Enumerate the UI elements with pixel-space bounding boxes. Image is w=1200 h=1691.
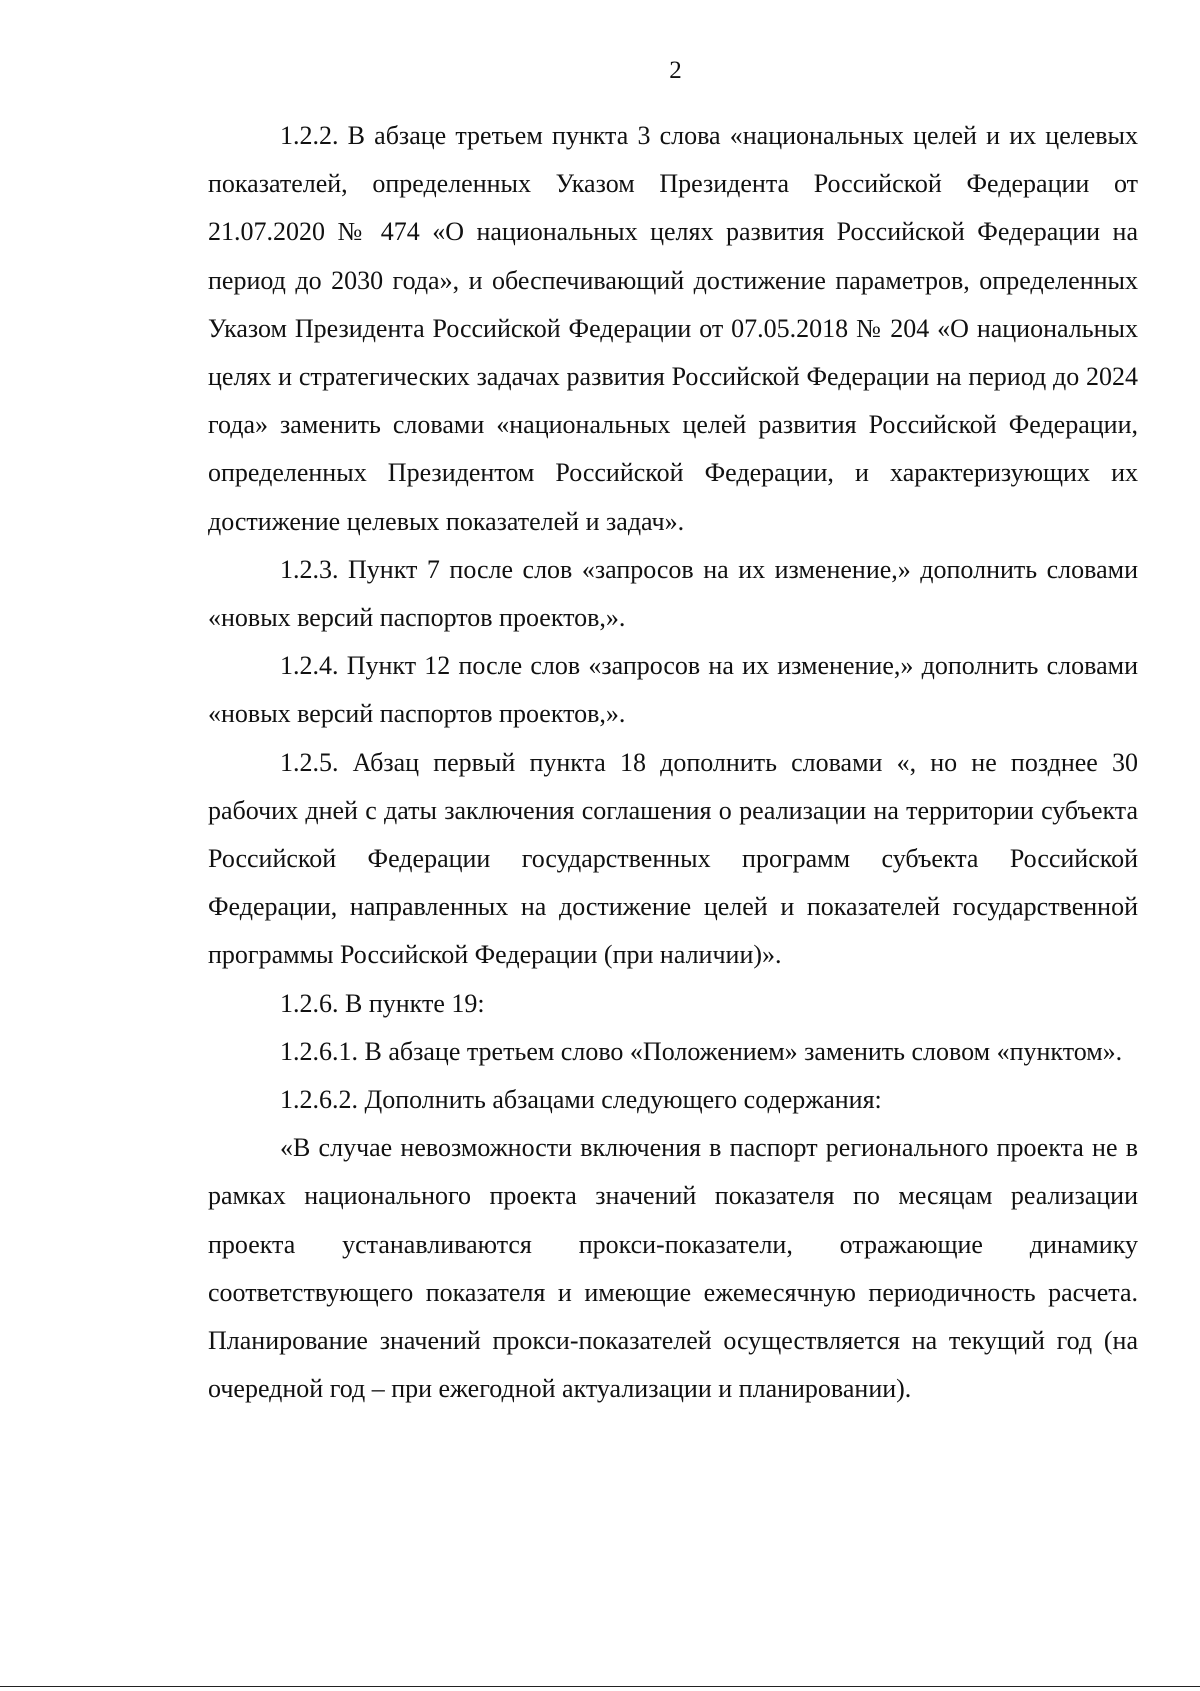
paragraph-1-2-3: 1.2.3. Пункт 7 после слов «запросов на их изменение,» дополнить словами «новых версий паспортов проектов,». xyxy=(208,554,1138,633)
paragraph-1-2-5: 1.2.5. Абзац первый пункта 18 дополнить словами «, но не позднее 30 рабочих дней с даты заключения соглашения о реализации на территории субъекта Российской Федерации государственных программ субъекта Российской Федерации, направленных на достижение целей и показателей государственной программы Российской Федерации (при наличии)». xyxy=(208,747,1138,970)
paragraph-quoted-addition: «В случае невозможности включения в паспорт регионального проекта не в рамках национального проекта значений показателя по месяцам реализации проекта устанавливаются прокси-показатели, отражающие динамику соответствующего показателя и имеющие ежемесячную периодичность расчета. Планирование значений прокси-показателей осуществляется на текущий год (на очередной год – при ежегодной актуализации и планировании). xyxy=(208,1133,1138,1404)
page-number: 2 xyxy=(669,57,682,84)
paragraph-1-2-2: 1.2.2. В абзаце третьем пункта 3 слова «национальных целей и их целевых показателей, определенных Указом Президента Российской Федерации от 21.07.2020 № 474 «О национальных целях развития Российской Федерации на период до 2030 года», и обеспечивающий достижение параметров, определенных Указом Президента Российской Федерации от 07.05.2018 № 204 «О национальных целях и стратегических задачах развития Российской Федерации на период до 2024 года» заменить словами «национальных целей развития Российской Федерации, определенных Президентом Российской Федерации, и характеризующих их достижение целевых показателей и задач». xyxy=(208,121,1138,536)
page-bottom-rule xyxy=(0,1686,1200,1687)
paragraph-1-2-6: 1.2.6. В пункте 19: xyxy=(280,988,485,1018)
paragraph-1-2-4: 1.2.4. Пункт 12 после слов «запросов на их изменение,» дополнить словами «новых версий паспортов проектов,». xyxy=(208,651,1138,729)
paragraph-1-2-6-1: 1.2.6.1. В абзаце третьем слово «Положением» заменить словом «пунктом». xyxy=(280,1036,1123,1066)
paragraph-1-2-6-2: 1.2.6.2. Дополнить абзацами следующего содержания: xyxy=(280,1085,882,1115)
document-body xyxy=(208,112,1138,1413)
